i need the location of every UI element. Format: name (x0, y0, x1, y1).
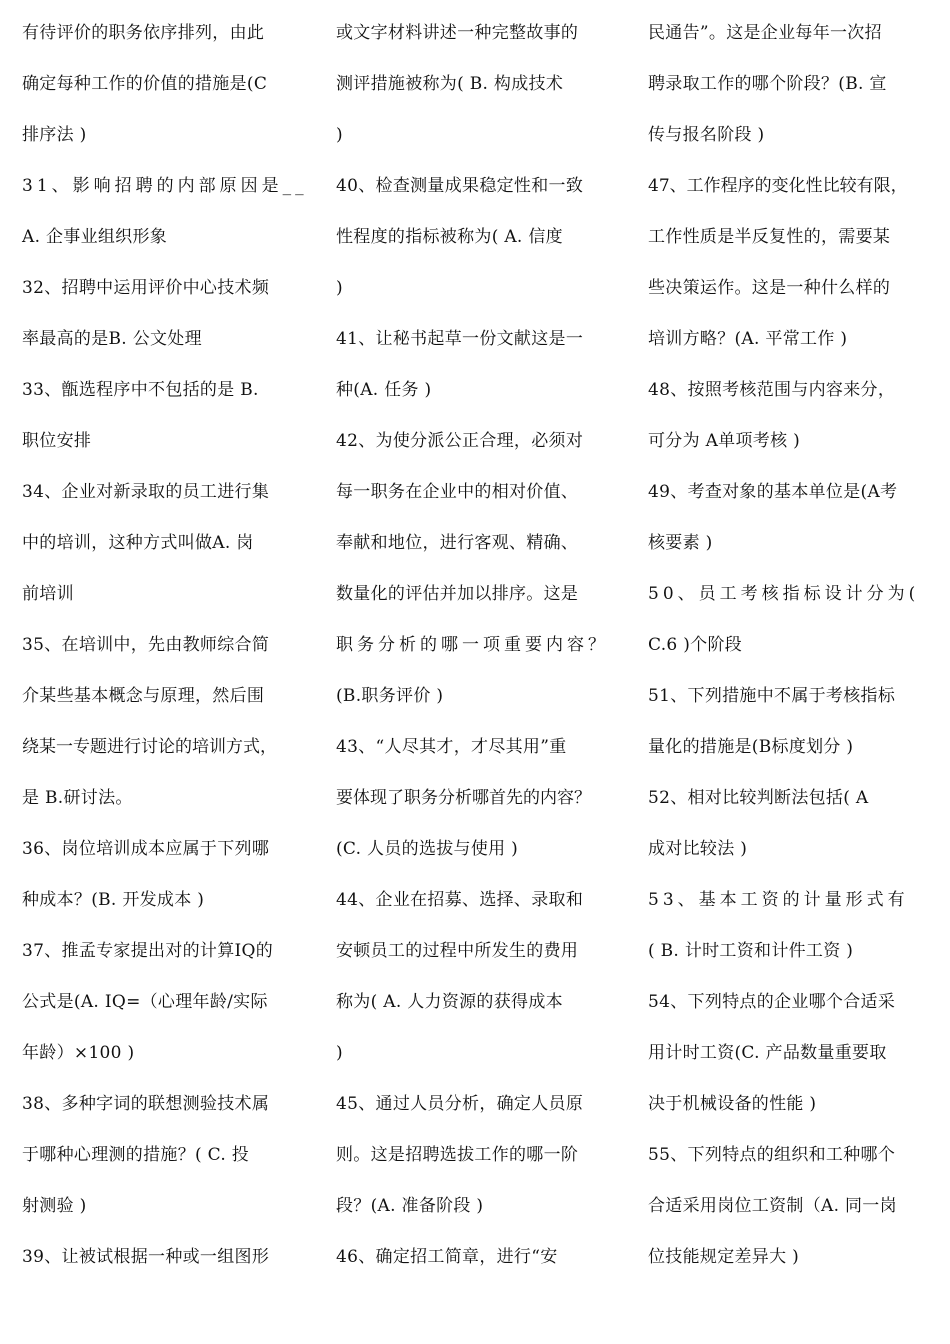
text-line: 位技能规定差异大 ) (648, 1247, 800, 1267)
text-line: 32、招聘中运用评价中心技术频 (22, 278, 270, 298)
text-line: 44、企业在招募、选择、录取和 (336, 890, 584, 910)
text-line: 数量化的评估并加以排序。这是 (336, 584, 579, 604)
text-line: 些决策运作。这是一种什么样的 (648, 278, 891, 298)
text-line: 36、岗位培训成本应属于下列哪 (22, 839, 270, 859)
text-line: 种(A. 任务 ) (336, 380, 432, 400)
text-line: 安顿员工的过程中所发生的费用 (336, 941, 579, 961)
text-line: A. 企事业组织形象 (22, 227, 168, 247)
text-line: 每一职务在企业中的相对价值、 (336, 482, 579, 502)
text-line: 要体现了职务分析哪首先的内容？ (336, 788, 591, 808)
text-line: 34、企业对新录取的员工进行集 (22, 482, 270, 502)
text-line: 量化的措施是(B标度划分 ) (648, 737, 854, 757)
text-line: 聘录取工作的哪个阶段？(B. 宣 (648, 74, 887, 94)
text-line: 培训方略？(A. 平常工作 ) (648, 329, 848, 349)
text-line: 核要素 ) (648, 533, 713, 553)
text-line: 奉献和地位，进行客观、精确、 (336, 533, 579, 553)
column-left (22, 8, 314, 1283)
column-right (648, 8, 933, 1283)
text-line: 测评措施被称为( B. 构成技术 (336, 74, 564, 94)
text-line: ( B. 计时工资和计件工资 ) (648, 941, 854, 961)
text-line: 率最高的是B. 公文处理 (22, 329, 202, 349)
text-line: 38、多种字词的联想测验技术属 (22, 1094, 270, 1114)
text-line: 31、影响招聘的内部原因是__ (22, 176, 308, 196)
text-line: 47、工作程序的变化性比较有限， (648, 176, 908, 196)
text-line: 于哪种心理测的措施？( C. 投 (22, 1145, 250, 1165)
text-line: 职务分析的哪一项重要内容？ (336, 635, 609, 655)
text-line: 52、相对比较判断法包括( A (648, 788, 869, 808)
text-line: 42、为使分派公正合理，必须对 (336, 431, 584, 451)
text-line: 种成本？(B. 开发成本 ) (22, 890, 205, 910)
text-line: 48、按照考核范围与内容来分， (648, 380, 896, 400)
text-line: (C. 人员的选拔与使用 ) (336, 839, 519, 859)
text-line: 中的培训，这种方式叫做A. 岗 (22, 533, 254, 553)
column-middle (336, 8, 628, 1283)
text-line: 民通告”。这是企业每年一次招 (648, 23, 882, 43)
text-line: 43、“人尽其才，才尽其用”重 (336, 737, 567, 757)
text-line: 46、确定招工简章，进行“安 (336, 1247, 558, 1267)
text-line: 33、甑选程序中不包括的是 B. (22, 380, 259, 400)
text-line: 绕某一专题进行讨论的培训方式， (22, 737, 277, 757)
text-line: 前培训 (22, 584, 74, 604)
text-line: 介某些基本概念与原理，然后围 (22, 686, 265, 706)
text-line: 成对比较法 ) (648, 839, 748, 859)
text-line: 用计时工资(C. 产品数量重要取 (648, 1043, 887, 1063)
text-line: 公式是(A. IQ=（心理年龄/实际 (22, 992, 268, 1012)
text-line: 性程度的指标被称为( A. 信度 (336, 227, 563, 247)
text-line: 射测验 ) (22, 1196, 87, 1216)
text-line: 确定每种工作的价值的措施是(C (22, 74, 268, 94)
text-line: 45、通过人员分析，确定人员原 (336, 1094, 584, 1114)
text-line: 51、下列措施中不属于考核指标 (648, 686, 896, 706)
text-line: 35、在培训中，先由教师综合简 (22, 635, 270, 655)
text-line: C.6 )个阶段 (648, 635, 743, 655)
text-line: 决于机械设备的性能 ) (648, 1094, 817, 1114)
text-line: ) (336, 125, 343, 145)
text-line: 41、让秘书起草一份文献这是一 (336, 329, 584, 349)
text-line: 37、推孟专家提出对的计算IQ的 (22, 941, 274, 961)
text-line: 合适采用岗位工资制（A. 同一岗 (648, 1196, 897, 1216)
text-line: 可分为 A单项考核 ) (648, 431, 801, 451)
text-line: 称为( A. 人力资源的获得成本 (336, 992, 563, 1012)
text-line: 54、下列特点的企业哪个合适采 (648, 992, 896, 1012)
text-line: 排序法 ) (22, 125, 87, 145)
text-line: 年龄）×100 ) (22, 1043, 135, 1063)
text-line: 53、基本工资的计量形式有 (648, 890, 909, 910)
text-line: 39、让被试根据一种或一组图形 (22, 1247, 270, 1267)
text-line: 则。这是招聘选拔工作的哪一阶 (336, 1145, 579, 1165)
text-line: 段？(A. 准备阶段 ) (336, 1196, 484, 1216)
text-line: 是 B.研讨法。 (22, 788, 133, 808)
text-line: 工作性质是半反复性的，需要某 (648, 227, 891, 247)
text-line: 有待评价的职务依序排列，由此 (22, 23, 265, 43)
text-line: 55、下列特点的组织和工种哪个 (648, 1145, 896, 1165)
text-line: 传与报名阶段 ) (648, 125, 765, 145)
text-line: 49、考查对象的基本单位是(A考 (648, 482, 898, 502)
text-line: 职位安排 (22, 431, 92, 451)
text-line: ) (336, 1043, 343, 1063)
text-line: 40、检查测量成果稳定性和一致 (336, 176, 584, 196)
text-line: (B.职务评价 ) (336, 686, 444, 706)
text-line: ) (336, 278, 343, 298)
text-line: 或文字材料讲述一种完整故事的 (336, 23, 579, 43)
text-line: 50、员工考核指标设计分为( (648, 584, 920, 604)
